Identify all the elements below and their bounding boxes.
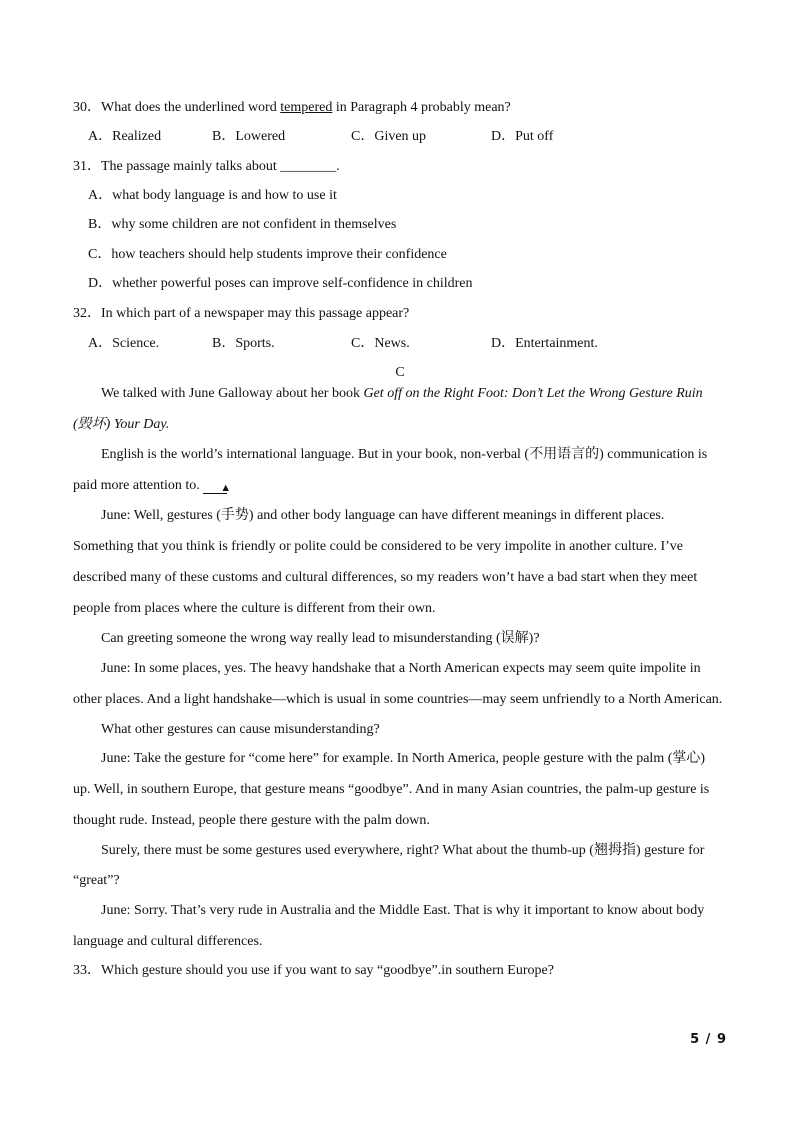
q30-option-d: D．Put off (491, 129, 554, 144)
page-number: 5 / 9 (690, 1032, 727, 1047)
paragraph-7-line-1: June: Take the gesture for “come here” for example. In North America, people gesture with the palm (掌心) (101, 751, 706, 766)
paragraph-7-line-3: thought rude. Instead, people there gesture with the palm down. (73, 813, 430, 828)
book-title-part-1: Get off on the Right Foot: Don’t Let the Wrong Gesture Ruin (363, 386, 703, 401)
q31-option-a: A．what body language is and how to use it (88, 188, 337, 203)
book-title-part-2: (毁坏) Your Day. (73, 417, 170, 432)
p2-text: paid more attention to. (73, 478, 200, 493)
paragraph-2-line-2 (73, 477, 232, 495)
q30-stem-after: in Paragraph 4 probably mean? (332, 100, 511, 115)
underlined-word: tempered (280, 100, 333, 115)
triangle-icon: ▲ (220, 482, 232, 494)
paragraph-8-line-1: Surely, there must be some gestures used everywhere, right? What about the thumb-up (翘拇指) gesture for (101, 843, 705, 858)
q30-option-b: B．Lowered (212, 129, 286, 144)
paragraph-9-line-2: language and cultural differences. (73, 934, 263, 949)
p1-text: We talked with June Galloway about her book (101, 386, 364, 401)
paragraph-9-line-1: June: Sorry. That’s very rude in Australia and the Middle East. That is why it important to know about body (101, 903, 705, 918)
question-31-stem: 31．The passage mainly talks about ________. (73, 159, 340, 174)
paragraph-7-line-2: up. Well, in southern Europe, that gesture means “goodbye”. And in many Asian countries, the palm-up gesture is (73, 782, 710, 797)
q31-option-c: C．how teachers should help students improve their confidence (88, 247, 447, 262)
q30-option-a: A．Realized (88, 129, 162, 144)
q32-option-c: C．News. (351, 336, 410, 351)
q31-option-d: D．whether powerful poses can improve self-confidence in children (88, 276, 473, 291)
q32-option-d: D．Entertainment. (491, 336, 598, 351)
paragraph-5-line-1: June: In some places, yes. The heavy handshake that a North American expects may seem quite impolite in (101, 661, 701, 676)
question-33-stem: 33．Which gesture should you use if you want to say “goodbye”.in southern Europe? (73, 963, 554, 978)
paragraph-1-line-2 (73, 416, 169, 434)
paragraph-5-line-2: other places. And a light handshake—which is usual in some countries—may seem unfriendly to a North American. (73, 692, 723, 707)
question-32-stem: 32．In which part of a newspaper may this passage appear? (73, 306, 410, 321)
section-heading: C (395, 365, 405, 380)
question-30-stem (73, 99, 511, 117)
q31-option-b: B．why some children are not confident in themselves (88, 217, 397, 232)
q32-option-a: A．Science. (88, 336, 160, 351)
paragraph-3-line-1: June: Well, gestures (手势) and other body language can have different meanings in different places. (101, 508, 665, 523)
paragraph-6: What other gestures can cause misunderstanding? (101, 722, 380, 737)
paragraph-3-line-4: people from places where the culture is different from their own. (73, 601, 436, 616)
q30-stem-before: 30．What does the underlined word (73, 100, 281, 115)
paragraph-1-line-1 (101, 385, 703, 403)
paragraph-3-line-3: described many of these customs and cultural differences, so my readers won’t have a bad start when they meet (73, 570, 698, 585)
q32-option-b: B．Sports. (212, 336, 275, 351)
paragraph-3-line-2: Something that you think is friendly or polite could be considered to be very impolite in another culture. I’ve (73, 539, 684, 554)
paragraph-4: Can greeting someone the wrong way really lead to misunderstanding (误解)? (101, 631, 540, 646)
q30-option-c: C．Given up (351, 129, 427, 144)
paragraph-8-line-2: “great”? (73, 873, 120, 888)
answer-blank (203, 479, 232, 494)
paragraph-2-line-1: English is the world’s international language. But in your book, non-verbal (不用语言的) communication is (101, 447, 708, 462)
